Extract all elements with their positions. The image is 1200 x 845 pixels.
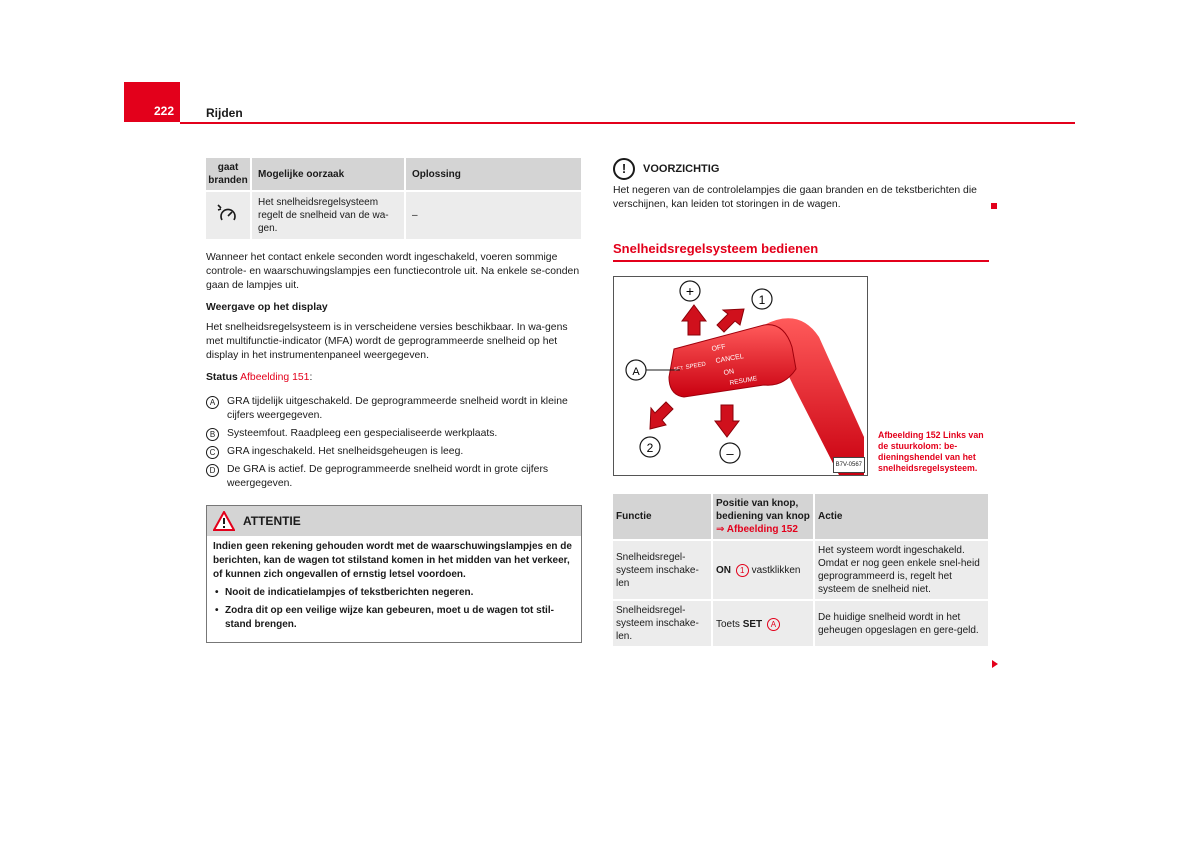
table-header-solution: Oplossing [405,158,581,191]
list-item: • Nooit de indicatielampjes of tekstberichten negeren. [213,586,575,600]
lever-figure [613,276,868,476]
table-header-cause: Mogelijke oorzaak [251,158,405,191]
table-header-positie [712,494,814,540]
status-letter-d: D [206,464,219,477]
position-circle-1: 1 [736,564,749,577]
list-item: • Zodra dit op een veilige wijze kan gebeuren, moet u de wagen tot stil-stand brengen. [213,604,575,632]
table-header-positie-text: Positie van knop, bediening van knop [716,498,810,522]
label-minus: – [726,446,734,461]
arrow-up-icon [682,305,706,335]
table-cell-cause: Het snelheidsregelsysteem regelt de snelheid van de wa-gen. [251,191,405,239]
list-item [206,445,582,459]
warning-lamp-table [206,158,581,239]
status-text: Systeemfout. Raadpleeg een gespecialiseerde werkplaats. [227,428,498,439]
table-cell-positie [712,540,814,600]
arrow-up-right-icon [717,309,744,332]
status-line [206,371,582,385]
right-column [613,158,989,646]
table-cell-functie: Snelheidsregel-systeem inschake-len [613,540,712,600]
continue-arrow-icon [992,660,998,668]
lever-set-text: SET [673,365,684,373]
status-text: De GRA is actief. De geprogrammeerde snelheid wordt in grote cijfers weergegeven. [227,464,549,489]
attentie-text: Indien geen rekening gehouden wordt met de waarschuwingslampjes en de berichten, kan de wagen tot stilstand komen in het midden van het verkeer, of kunnen zich ongevallen of ernstig letsel voordoen. [213,541,572,580]
status-letter-c: C [206,446,219,459]
figure-caption: Afbeelding 152 Links van de stuurkolom: be-dieningshendel van het snelheidsregelsysteem. [878,430,984,473]
position-pre: Toets [716,618,740,630]
page-number: 222 [124,82,180,122]
cruise-control-lamp-icon [217,216,239,227]
list-item [206,395,582,423]
position-set: SET [742,618,763,630]
lever-resume-text: RESUME [729,375,758,387]
label-plus: + [685,283,695,299]
position-circle-a: A [767,618,780,631]
status-label: Status [206,372,238,383]
figure-row [613,276,989,476]
exclamation-icon: ! [613,158,635,180]
table-row [613,600,988,646]
voorzichtig-text: Het negeren van de controlelampjes die gaan branden en de tekstberichten die verschijnen, kan leiden tot storingen in de wagen. [613,185,977,210]
display-paragraph: Het snelheidsregelsysteem is in verscheidene versies beschikbaar. In wa-gens met multifunctie-indicator (MFA) wordt de geprogrammeerde snelheid op het display in het instrumentenpaneel weergegeven. [206,322,568,361]
label-one: 1 [758,293,766,307]
attentie-title: ATTENTIE [243,514,301,528]
lever-speed-text: SPEED [685,361,707,371]
table-cell-positie [712,600,814,646]
status-letter-a: A [206,396,219,409]
table-row [613,540,988,600]
figure-code: B7V-0567 [833,457,865,473]
lever-illustration [614,277,867,475]
lever-cancel-text: CANCEL [715,353,745,365]
table-cell-actie: De huidige snelheid wordt in het geheugen opgeslagen en gere-geld. [814,600,988,646]
attentie-bullets [213,586,575,632]
status-letter-b: B [206,428,219,441]
table-cell-functie: Snelheidsregel-systeem inschake-len. [613,600,712,646]
table-header-lamp: gaat branden [206,158,251,191]
position-on: ON [716,565,731,576]
warning-triangle-icon [213,511,235,531]
section-heading: Snelheidsregelsysteem bedienen [613,242,989,262]
list-item [206,427,582,441]
voorzichtig-title: VOORZICHTIG [643,163,720,175]
status-figure-link[interactable]: Afbeelding 151 [240,372,310,383]
attentie-header [207,506,581,536]
status-colon: : [309,372,313,383]
attentie-box [206,505,582,643]
intro-paragraph: Wanneer het contact enkele seconden wordt ingeschakeld, voeren sommige controle- en waarschuwingslampjes een functiecontrole uit. Na enkele se-conden gaan de lampjes uit. [206,252,580,291]
status-text: GRA ingeschakeld. Het snelheidsgeheugen is leeg. [227,446,464,457]
status-list [206,395,582,491]
header-rule [180,122,1075,124]
lever-on-text: ON [723,368,735,377]
figure-link[interactable]: ⇒ Afbeelding 152 [716,524,798,535]
list-item [206,463,582,491]
voorzichtig-header [613,158,989,180]
status-text: GRA tijdelijk uitgeschakeld. De geprogrammeerde snelheid wordt in kleine cijfers weergegeven. [227,396,568,421]
table-cell-solution: – [405,191,581,239]
arrow-down-icon [715,405,739,437]
arrow-down-left-icon [650,402,673,429]
section-title: Rijden [206,106,243,120]
label-two: 2 [646,441,654,455]
position-rest: vastklikken [751,565,801,576]
table-header-functie: Functie [613,494,712,540]
attentie-body [207,536,581,642]
display-heading: Weergave op het display [206,302,328,313]
operation-table [613,494,988,646]
label-a: A [632,366,640,378]
table-cell-actie: Het systeem wordt ingeschakeld. Omdat er nog geen enkele snel-heid geprogrammeerd is, regelt het systeem de snelheid niet. [814,540,988,600]
left-column [206,158,582,643]
table-row [206,191,581,239]
table-header-actie: Actie [814,494,988,540]
lever-off-text: OFF [711,343,727,353]
table-cell-lamp [206,191,251,239]
section-end-marker [991,203,997,209]
